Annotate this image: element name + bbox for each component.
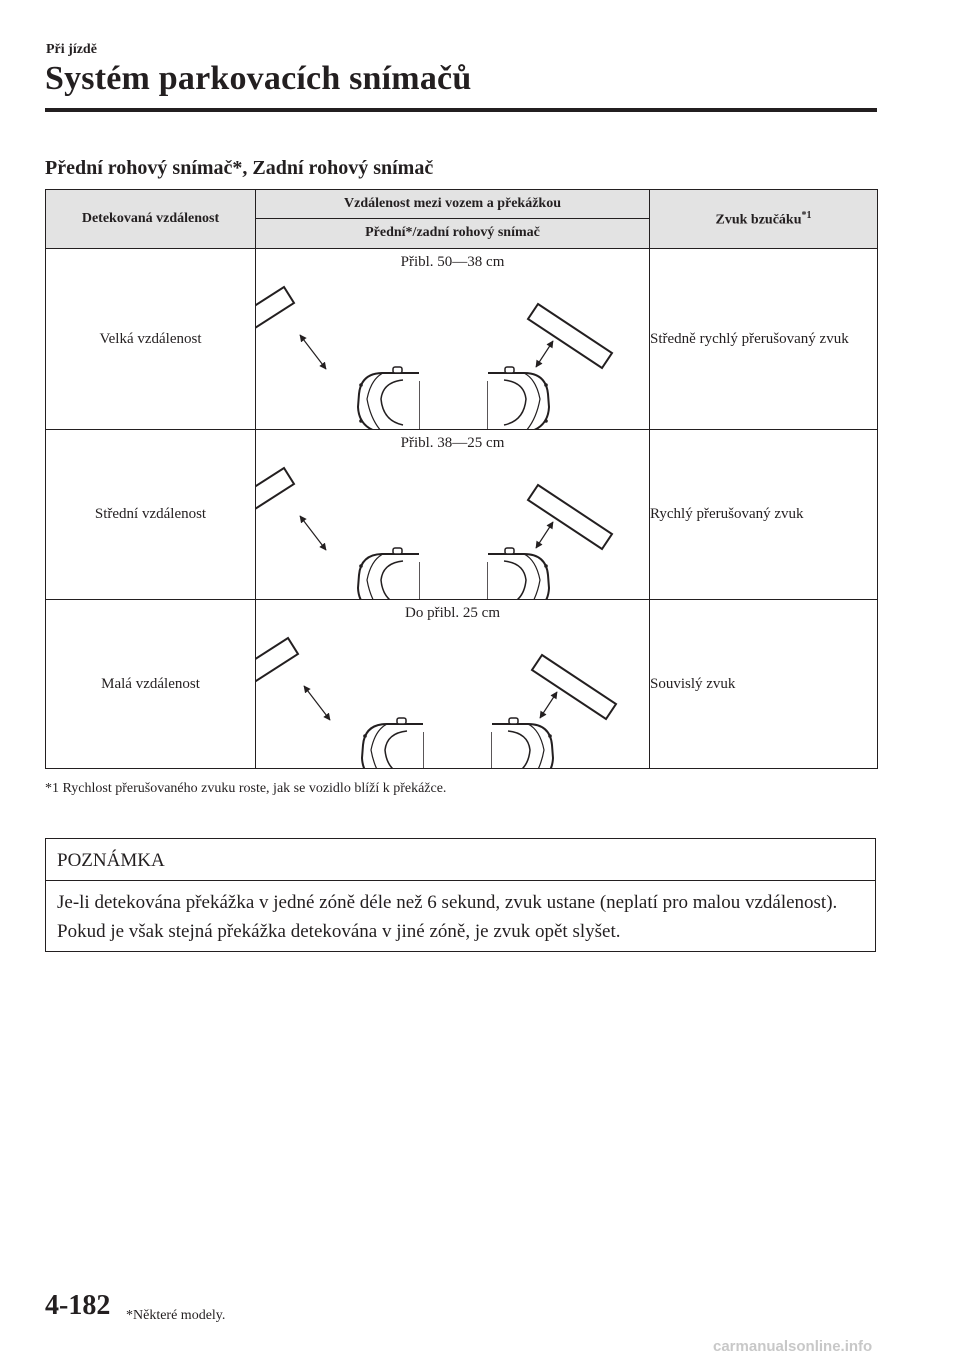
distance-arrow: [304, 686, 330, 720]
header-sensor: Přední*/zadní rohový snímač: [256, 218, 650, 248]
distance-arrow: [536, 522, 553, 548]
front-car: [358, 548, 419, 599]
distance-arrow: [536, 341, 553, 367]
car-sensor: [359, 419, 363, 423]
front-car: [358, 367, 419, 429]
table-row: [46, 430, 878, 600]
distance-range: Do přibl. 25 cm: [405, 605, 500, 621]
car-body-outline: [362, 724, 423, 768]
note-title: POZNÁMKA: [46, 839, 875, 881]
car-sensor: [544, 419, 548, 423]
note-body: Je-li detekována překážka v jedné zóně déle než 6 sekund, zvuk ustane (neplatí pro malou vzdálenost). Pokud je však stejná překážka detekována v jiné zóně, je zvuk opět slyšet.: [57, 892, 838, 942]
car-body-outline: [488, 554, 549, 599]
car-body-outline: [492, 724, 553, 768]
distance-range: Přibl. 50—38 cm: [400, 254, 505, 270]
diagram-group: [256, 468, 612, 599]
car-mirror: [505, 367, 514, 373]
header-distance: Vzdálenost mezi vozem a překážkou: [256, 190, 650, 219]
car-mirror: [509, 718, 518, 724]
car-sensor: [548, 734, 552, 738]
obstacle-bar: [528, 304, 612, 368]
obstacle-bar: [532, 655, 616, 719]
car-mirror: [393, 367, 402, 373]
watermark: carmanualsonline.info: [713, 1338, 873, 1355]
sensor-distance-table: [45, 189, 878, 769]
table-footnote: *1 Rychlost přerušovaného zvuku roste, jak se vozidlo blíží k překážce.: [45, 781, 447, 796]
front-car: [362, 718, 423, 768]
buzzer-sound: Rychlý přerušovaný zvuk: [650, 430, 878, 600]
section-label: Při jízdě: [46, 42, 97, 57]
car-sensor: [544, 564, 548, 568]
buzzer-sound: Středně rychlý přerušovaný zvuk: [650, 249, 878, 430]
distance-arrow: [540, 692, 557, 718]
section-subtitle: Přední rohový snímač*, Zadní rohový snímač: [45, 157, 434, 179]
row-label: Střední vzdálenost: [46, 430, 256, 600]
sensor-diagram: [256, 249, 652, 429]
obstacle-bar: [256, 638, 298, 704]
sensor-diagram: [256, 600, 652, 768]
page-number: 4-182: [45, 1290, 111, 1321]
buzzer-sound: Souvislý zvuk: [650, 600, 878, 769]
diagram-cell: [256, 249, 650, 430]
car-mirror: [505, 548, 514, 554]
obstacle-bar: [528, 485, 612, 549]
distance-arrow: [300, 516, 326, 550]
header-detected-distance: Detekovaná vzdálenost: [46, 190, 256, 249]
rear-car: [488, 367, 549, 429]
diagram-cell: [256, 430, 650, 600]
header-buzzer: [650, 190, 878, 249]
car-mirror: [393, 548, 402, 554]
distance-arrow: [300, 335, 326, 369]
car-sensor: [359, 564, 363, 568]
sensor-diagram: [256, 430, 652, 599]
car-sensor: [363, 734, 367, 738]
row-label: Velká vzdálenost: [46, 249, 256, 430]
car-sensor: [544, 383, 548, 387]
row-label: Malá vzdálenost: [46, 600, 256, 769]
table-row: [46, 600, 878, 769]
note-box: [45, 838, 876, 952]
rear-car: [488, 548, 549, 599]
obstacle-bar: [256, 468, 294, 534]
header-buzzer-label: Zvuk bzučáku: [715, 212, 802, 228]
car-mirror: [397, 718, 406, 724]
footer-note: *Některé modely.: [126, 1308, 226, 1323]
diagram-group: [256, 638, 616, 768]
header-buzzer-footnote-mark: *1: [801, 209, 812, 221]
diagram-cell: [256, 600, 650, 769]
distance-range: Přibl. 38—25 cm: [400, 435, 505, 451]
car-sensor: [359, 383, 363, 387]
obstacle-bar: [256, 287, 294, 353]
diagram-group: [256, 287, 612, 429]
page-title: Systém parkovacích snímačů: [45, 60, 472, 97]
car-body-outline: [358, 554, 419, 599]
title-rule: [45, 108, 877, 112]
table-row: [46, 249, 878, 430]
rear-car: [492, 718, 553, 768]
